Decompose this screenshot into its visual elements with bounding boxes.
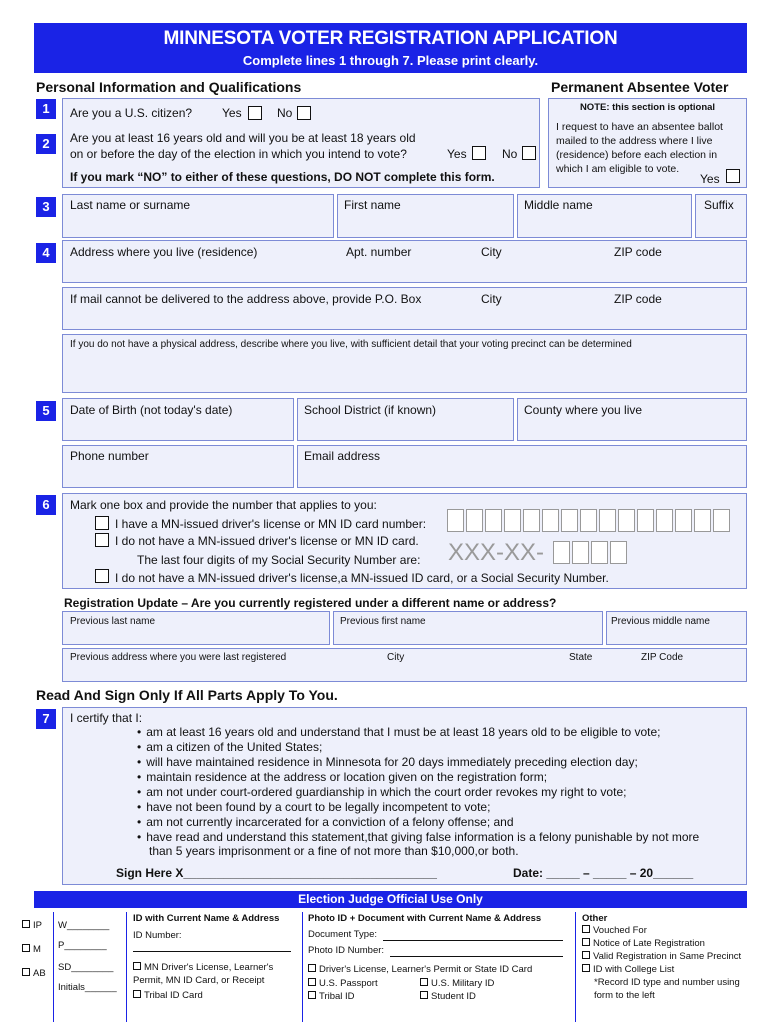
col3-opt2-checkbox[interactable]: [582, 938, 590, 946]
citizen-question: Are you a U.S. citizen?: [70, 106, 193, 120]
ssn-digit-boxes[interactable]: [553, 541, 629, 569]
certification-item: • am not under court-ordered guardianship in which the court order revokes my right to vote;: [137, 785, 699, 800]
col3-opt4-checkbox[interactable]: [582, 964, 590, 972]
previous-middle-name-label: Previous middle name: [611, 616, 710, 627]
col1-opt2-checkbox[interactable]: [133, 990, 141, 998]
col2-opt1[interactable]: Driver's License, Learner's Permit or State ID Card: [308, 964, 532, 977]
col3-opt1-checkbox[interactable]: [582, 925, 590, 933]
date-line[interactable]: Date: _____ – _____ – 20______: [513, 866, 694, 880]
col2-opt2-checkbox[interactable]: [308, 978, 316, 986]
middle-name-label: Middle name: [524, 198, 593, 212]
line-number-3: 3: [36, 197, 56, 217]
age-yes-label: Yes: [447, 147, 467, 161]
line-number-4: 4: [36, 243, 56, 263]
suffix-label: Suffix: [704, 198, 734, 212]
col2-title: Photo ID + Document with Current Name & Address: [308, 913, 542, 924]
col3-opt3[interactable]: Valid Registration in Same Precinct: [582, 951, 741, 964]
id-instruction: Mark one box and provide the number that applies to you:: [70, 498, 377, 512]
col1-id-number: ID Number:: [133, 930, 182, 941]
no-license-label: I do not have a MN-issued driver's license or MN ID card.: [115, 534, 419, 548]
apt-number-label: Apt. number: [346, 245, 412, 259]
m-option[interactable]: [22, 944, 41, 957]
ssn-prefix: XXX-XX-: [448, 539, 545, 566]
certification-item: • have not been found by a court to be legally incompetent to vote;: [137, 800, 699, 815]
citizen-no-label: No: [277, 106, 293, 120]
col3-note: *Record ID type and number using form to the left: [594, 977, 740, 1001]
mailing-city-label: City: [481, 292, 502, 306]
col2-opt1-checkbox[interactable]: [308, 964, 316, 972]
certification-item: • am a citizen of the United States;: [137, 740, 699, 755]
phone-label: Phone number: [70, 449, 149, 463]
form-title: MINNESOTA VOTER REGISTRATION APPLICATION: [163, 28, 618, 49]
mn-license-checkbox[interactable]: [95, 516, 109, 530]
col1-opt1[interactable]: MN Driver's License, Learner's Permit, MN ID Card, or Receipt: [133, 962, 274, 986]
citizen-yes-label: Yes: [222, 106, 242, 120]
residence-zip-label: ZIP code: [614, 245, 662, 259]
age-yes-checkbox[interactable]: [472, 146, 486, 160]
col2-opt3-checkbox[interactable]: [420, 978, 428, 986]
ip-label: IP: [33, 920, 42, 931]
absentee-yes-checkbox[interactable]: [726, 169, 740, 183]
certify-label: I certify that I:: [70, 711, 143, 725]
line-number-6: 6: [36, 495, 56, 515]
dob-label: Date of Birth (not today's date): [70, 403, 233, 417]
line-number-1: 1: [36, 99, 56, 119]
section-personal-title: Personal Information and Qualifications: [36, 79, 302, 95]
official-divider-2: [126, 912, 127, 1022]
certification-item: • will have maintained residence in Minnesota for 20 days immediately preceding election day;: [137, 755, 699, 770]
certification-item: • am not currently incarcerated for a conviction of a felony offense; and: [137, 815, 699, 830]
official-divider-3: [302, 912, 303, 1022]
col2-opt4[interactable]: Tribal ID: [308, 991, 355, 1004]
residence-address-label: Address where you live (residence): [70, 245, 258, 259]
no-id-label: I do not have a MN-issued driver's license,a MN-issued ID card, or a Social Security Number.: [115, 571, 609, 585]
col2-opt5-checkbox[interactable]: [420, 991, 428, 999]
county-label: County where you live: [524, 403, 643, 417]
residence-city-label: City: [481, 245, 502, 259]
col3-title: Other: [582, 913, 608, 924]
official-divider-4: [575, 912, 576, 1022]
col2-opt5[interactable]: Student ID: [420, 991, 476, 1004]
mailing-zip-label: ZIP code: [614, 292, 662, 306]
previous-first-name-label: Previous first name: [340, 616, 426, 627]
signature-line[interactable]: Sign Here X______________________________________: [116, 866, 437, 880]
col1-opt1-checkbox[interactable]: [133, 962, 141, 970]
age-no-checkbox[interactable]: [522, 146, 536, 160]
official-use-bar: Election Judge Official Use Only: [34, 891, 747, 908]
certification-item: • am at least 16 years old and understand that I must be at least 18 years old to be eligible to vote;: [137, 725, 699, 740]
col2-photo-id-line[interactable]: [390, 956, 563, 957]
m-label: M: [33, 944, 41, 955]
citizen-no-checkbox[interactable]: [297, 106, 311, 120]
age-question-line1: Are you at least 16 years old and will you be at least 18 years old: [70, 131, 416, 145]
certification-continuation: than 5 years imprisonment or a fine of not more than $10,000,or both.: [149, 844, 519, 858]
email-label: Email address: [304, 449, 381, 463]
previous-state-label: State: [569, 652, 593, 663]
col2-opt4-checkbox[interactable]: [308, 991, 316, 999]
ip-checkbox[interactable]: [22, 920, 30, 928]
age-no-label: No: [502, 147, 518, 161]
last-name-label: Last name or surname: [70, 198, 191, 212]
ip-option[interactable]: [22, 920, 42, 933]
col2-photo-id: Photo ID Number:: [308, 945, 385, 956]
no-physical-address-label: If you do not have a physical address, describe where you live, with sufficient detail that your voting precinct can be determined: [70, 339, 632, 350]
ab-option[interactable]: [22, 968, 46, 981]
previous-address-label: Previous address where you were last registered: [70, 652, 287, 663]
ssn-label: The last four digits of my Social Security Number are:: [137, 553, 421, 567]
absentee-note: NOTE: this section is optional: [579, 102, 716, 113]
col2-doc-type: Document Type:: [308, 929, 378, 940]
certification-item: • maintain residence at the address or location given on the registration form;: [137, 770, 699, 785]
previous-zip-label: ZIP Code: [641, 652, 684, 663]
certification-list: [137, 725, 699, 845]
certification-item: • have read and understand this statement,that giving false information is a felony punishable by not more: [137, 830, 699, 845]
no-license-checkbox[interactable]: [95, 533, 109, 547]
form-subtitle: Complete lines 1 through 7. Please print clearly.: [242, 53, 539, 68]
eligibility-warning: If you mark “NO” to either of these questions, DO NOT complete this form.: [70, 170, 495, 184]
form-header: [34, 23, 747, 73]
first-name-label: First name: [344, 198, 401, 212]
col1-opt2[interactable]: Tribal ID Card: [133, 990, 203, 1003]
previous-city-label: City: [387, 652, 405, 663]
initials-field[interactable]: Initials______: [58, 982, 117, 993]
registration-update-title: Registration Update – Are you currently registered under a different name or address?: [64, 596, 557, 610]
ab-label: AB: [33, 968, 46, 979]
col3-opt4[interactable]: ID with College List: [582, 964, 674, 977]
sign-heading: Read And Sign Only If All Parts Apply To You.: [36, 687, 338, 703]
col2-doc-type-line[interactable]: [383, 940, 563, 941]
section-absentee-title: Permanent Absentee Voter: [551, 79, 729, 95]
col2-opt2[interactable]: U.S. Passport: [308, 978, 378, 991]
no-id-checkbox[interactable]: [95, 569, 109, 583]
citizen-yes-checkbox[interactable]: [248, 106, 262, 120]
absentee-yes-label: Yes: [700, 172, 720, 186]
official-divider-1: [53, 912, 54, 1022]
line-number-2: 2: [36, 134, 56, 154]
m-checkbox[interactable]: [22, 944, 30, 952]
col3-opt1[interactable]: Vouched For: [582, 925, 647, 938]
license-number-boxes[interactable]: [447, 509, 732, 537]
previous-last-name-label: Previous last name: [70, 616, 156, 627]
ward-field[interactable]: W________: [58, 920, 110, 931]
mailing-address-label: If mail cannot be delivered to the address above, provide P.O. Box: [70, 292, 422, 306]
col1-title: ID with Current Name & Address: [133, 913, 280, 924]
age-question-line2: on or before the day of the election in which you intend to vote?: [70, 147, 407, 161]
school-district-official-field[interactable]: SD________: [58, 962, 114, 973]
col3-opt2[interactable]: Notice of Late Registration: [582, 938, 705, 951]
ab-checkbox[interactable]: [22, 968, 30, 976]
mn-license-label: I have a MN-issued driver's license or MN ID card number:: [115, 517, 427, 531]
col2-opt3[interactable]: U.S. Military ID: [420, 978, 494, 991]
line-number-5: 5: [36, 401, 56, 421]
precinct-field[interactable]: P________: [58, 940, 107, 951]
col3-opt3-checkbox[interactable]: [582, 951, 590, 959]
col1-id-number-line[interactable]: [133, 951, 291, 952]
school-district-label: School District (if known): [304, 403, 437, 417]
line-number-7: 7: [36, 709, 56, 729]
absentee-text: I request to have an absentee ballot mailed to the address where I live (residence) before each election in which I am eligible to vote.: [556, 121, 723, 175]
